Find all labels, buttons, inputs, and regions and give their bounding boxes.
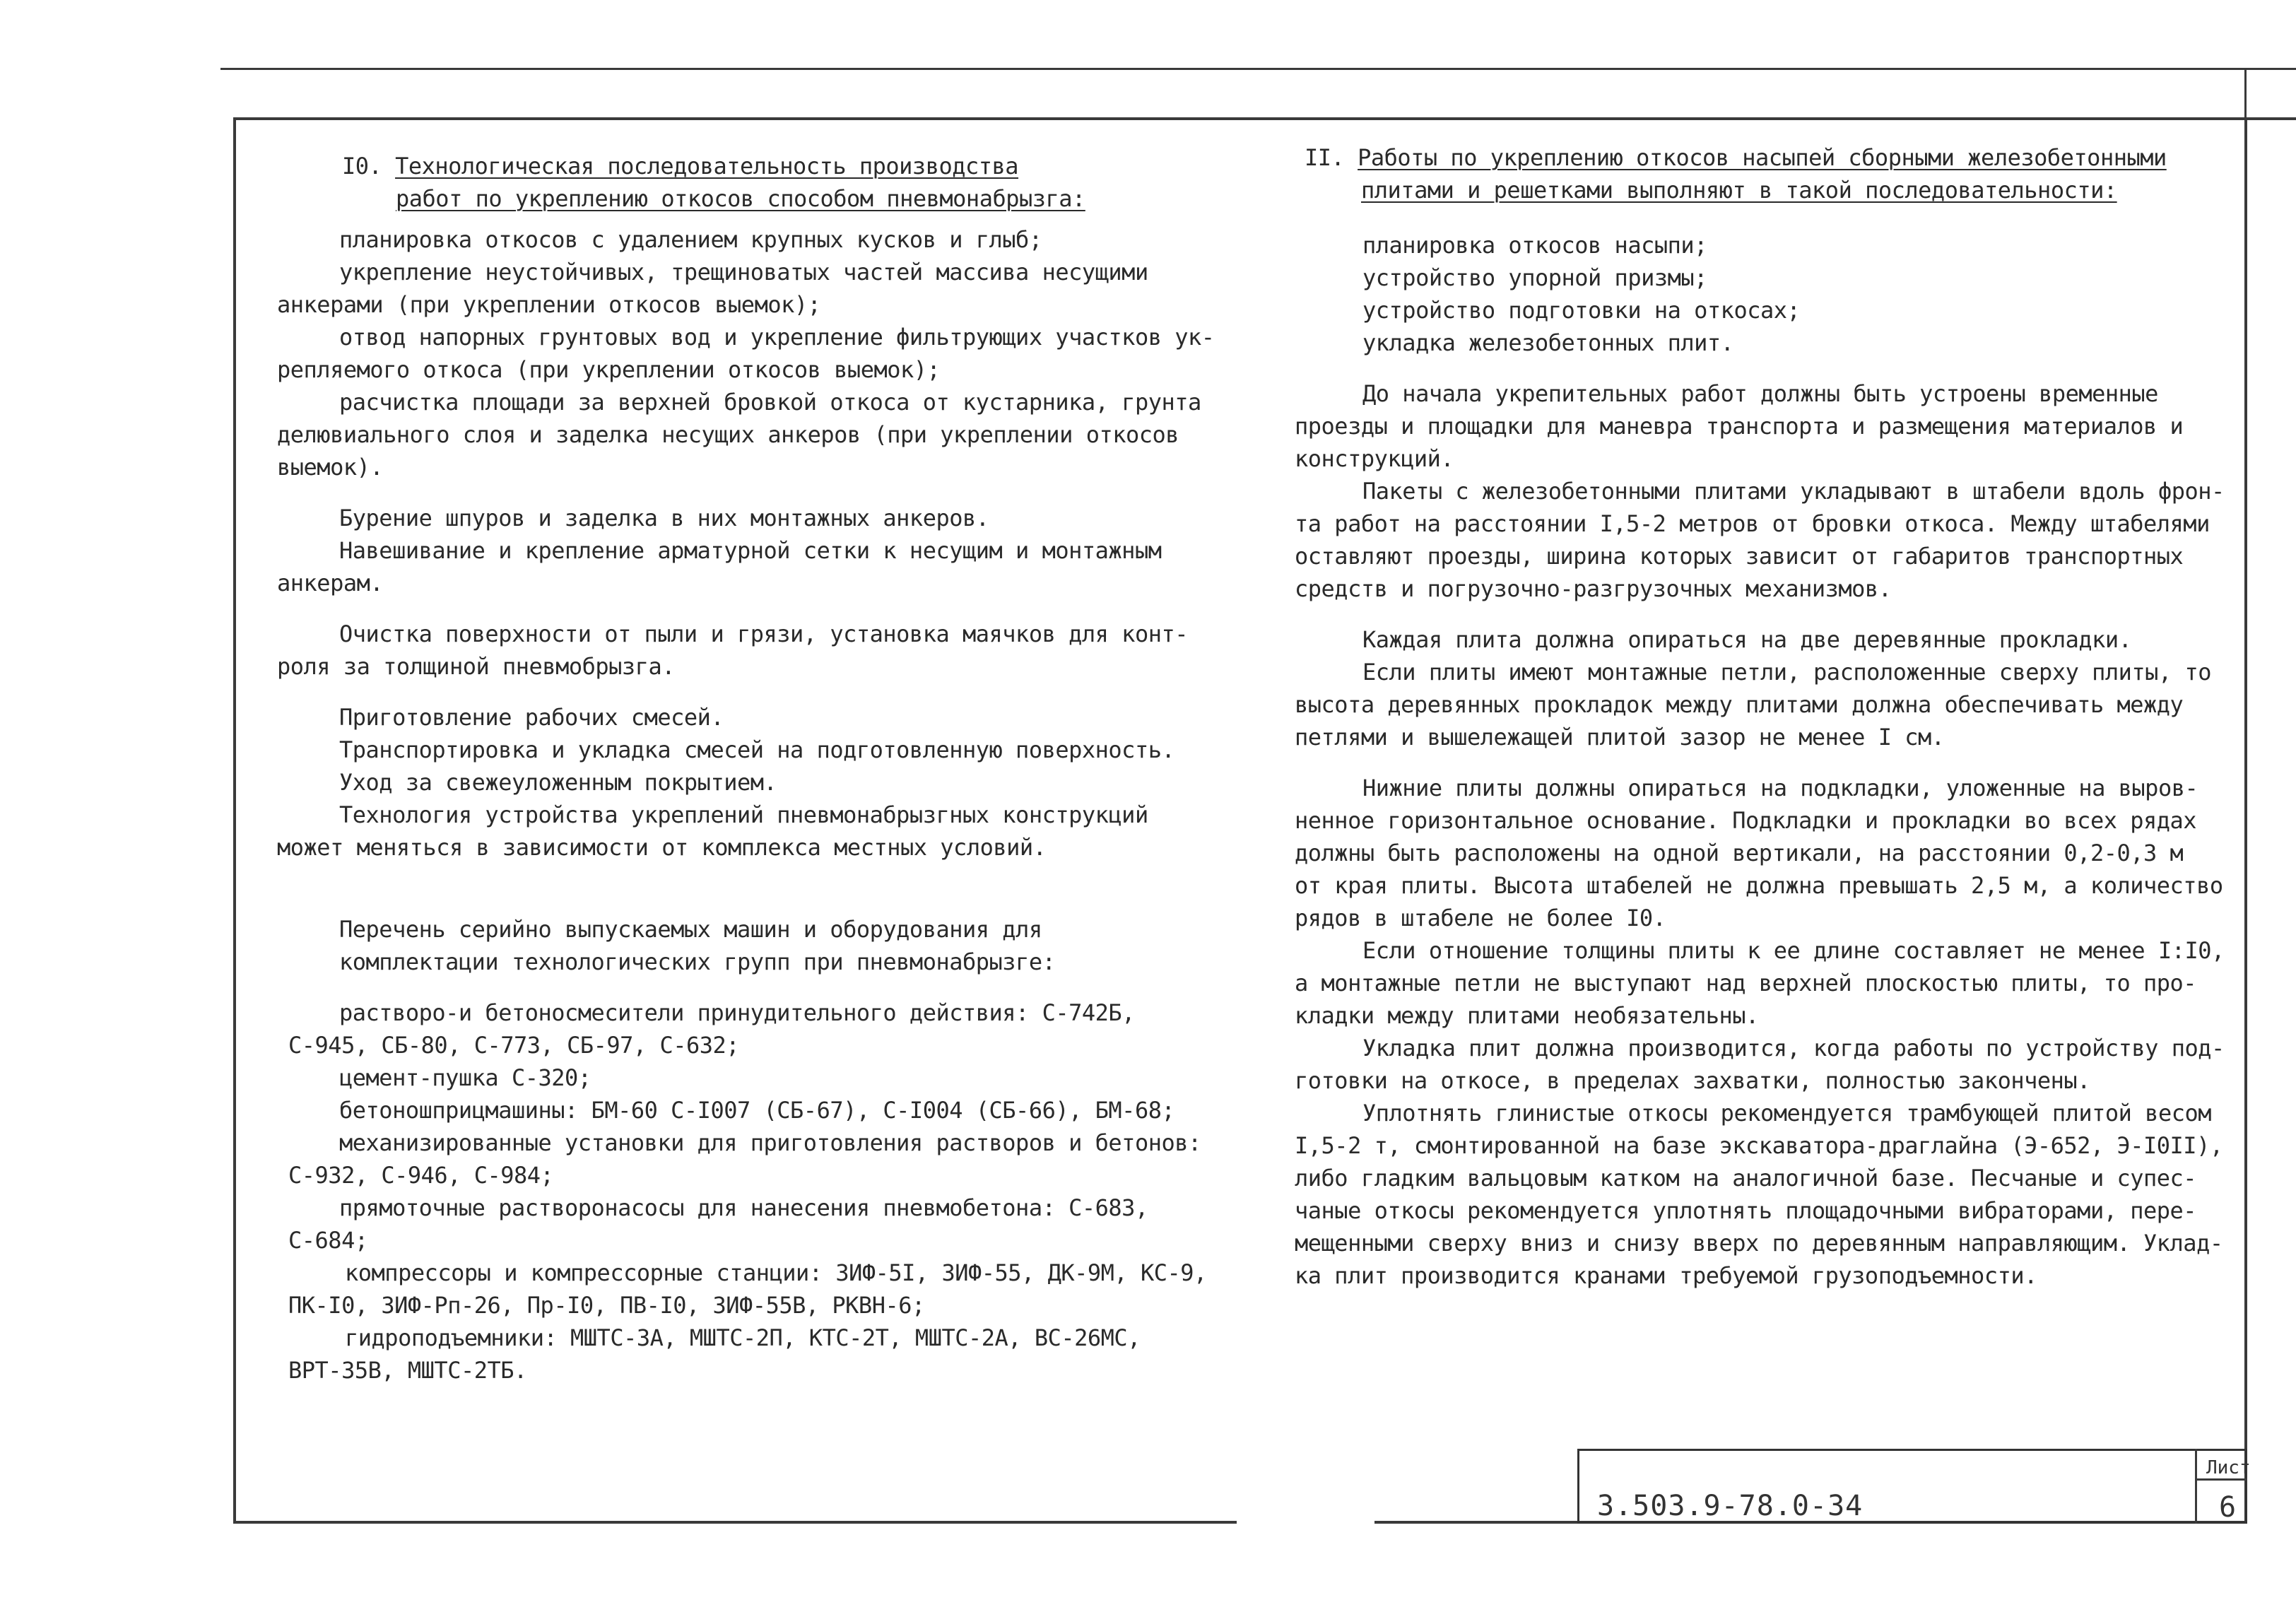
right-text-line: До начала укрепительных работ должны быть устроены временные <box>1362 380 2158 407</box>
left-text-line: делювиального слоя и заделка несущих анкеров (при укреплении откосов <box>277 421 1179 448</box>
left-text-line: анкерами (при укреплении откосов выемок); <box>277 291 821 318</box>
left-text-line: отвод напорных грунтовых вод и укрепление фильтрующих участков ук- <box>339 324 1215 351</box>
equipment-line: цемент-пушка С-320; <box>339 1064 591 1091</box>
left-text-line: выемок). <box>277 454 384 481</box>
right-text-line: петлями и вышележащей плитой зазор не менее I см. <box>1295 724 1945 751</box>
top-rule <box>220 68 2296 70</box>
left-text-line: Бурение шпуров и заделка в них монтажных анкеров. <box>339 505 989 531</box>
frame-bottom-left <box>233 1521 1237 1524</box>
sheet-label-rule <box>2195 1478 2247 1481</box>
right-text-line: Пакеты с железобетонными плитами укладывают в штабели вдоль фрон- <box>1362 478 2225 505</box>
right-text-line: средств и погрузочно-разгрузочных механизмов. <box>1295 575 1892 602</box>
right-text-line: оставляют проезды, ширина которых зависит от габаритов транспортных <box>1295 543 2184 570</box>
equipment-intro-line: Перечень серийно выпускаемых машин и оборудования для <box>339 916 1042 943</box>
frame-top <box>233 117 2296 120</box>
left-text-line: планировка откосов с удалением крупных кусков и глыб; <box>339 226 1042 253</box>
top-right-tick <box>2244 68 2247 117</box>
right-text-line: должны быть расположены на одной вертикали, на расстоянии 0,2-0,3 м <box>1295 840 2184 866</box>
frame-right <box>2244 117 2247 1524</box>
frame-left <box>233 117 236 1524</box>
right-text-line: I,5-2 т, смонтированной на базе экскаватора-драглайна (Э-652, Э-I0II), <box>1295 1132 2223 1159</box>
right-text-line: ка плит производится кранами требуемой грузоподъемности. <box>1295 1262 2037 1289</box>
title-block-divider <box>2195 1449 2197 1524</box>
equipment-line: прямоточные растворонасосы для нанесения пневмобетона: С-683, <box>339 1194 1148 1221</box>
section-10-title-line2: работ по укреплению откосов способом пневмонабрызга: <box>396 185 1085 212</box>
equipment-line: ВРТ-35В, МШТС-2ТБ. <box>288 1357 527 1384</box>
right-text-line: Нижние плиты должны опираться на подкладки, уложенные на выров- <box>1362 775 2198 801</box>
equipment-line: С-684; <box>288 1227 368 1254</box>
right-text-line: мещенными сверху вниз и снизу вверх по деревянным направляющим. Уклад- <box>1295 1230 2223 1257</box>
right-text-line: чаные откосы рекомендуется уплотнять площадочными вибраторами, пере- <box>1295 1197 2197 1224</box>
left-text-line: Приготовление рабочих смесей. <box>339 704 724 731</box>
right-text-line: либо гладким вальцовым катком на аналогичной базе. Песчаные и супес- <box>1295 1165 2197 1192</box>
left-text-line: укрепление неустойчивых, трещиноватых частей массива несущими <box>339 259 1148 286</box>
section-11-number: II. <box>1305 144 1345 171</box>
left-text-line: Навешивание и крепление арматурной сетки к несущим и монтажным <box>339 537 1162 564</box>
right-text-line: Укладка плит должна производится, когда работы по устройству под- <box>1362 1035 2225 1061</box>
equipment-intro-line: комплектации технологических групп при пневмонабрызге: <box>339 948 1056 975</box>
section-11-title-line1: Работы по укреплению откосов насыпей сборными железобетонными <box>1358 144 2167 171</box>
right-list-item: устройство подготовки на откосах; <box>1362 297 1801 324</box>
right-text-line: Уплотнять глинистые откосы рекомендуется трамбующей плитой весом <box>1362 1100 2211 1127</box>
right-text-line: Если плиты имеют монтажные петли, расположенные сверху плиты, то <box>1362 659 2211 686</box>
left-text-line: Очистка поверхности от пыли и грязи, установка маячков для конт- <box>339 620 1188 647</box>
left-text-line: может меняться в зависимости от комплекса местных условий. <box>277 834 1047 861</box>
left-text-line: расчистка площади за верхней бровкой откоса от кустарника, грунта <box>339 389 1201 416</box>
right-list-item: устройство упорной призмы; <box>1362 264 1707 291</box>
left-text-line: репляемого откоса (при укреплении откосов выемок); <box>277 356 941 383</box>
equipment-line: гидроподъемники: МШТС-3А, МШТС-2П, КТС-2Т, МШТС-2А, ВС-26МС, <box>345 1324 1141 1351</box>
right-text-line: рядов в штабеле не более I0. <box>1295 905 1666 931</box>
left-column <box>277 150 1238 1387</box>
equipment-line: механизированные установки для приготовления растворов и бетонов: <box>339 1129 1201 1156</box>
right-list-item: укладка железобетонных плит. <box>1362 329 1734 356</box>
equipment-line: бетоношприцмашины: БМ-60 С-I007 (СБ-67), С-I004 (СБ-66), БМ-68; <box>339 1097 1175 1124</box>
section-11-heading <box>1295 141 2235 206</box>
section-10-number: I0. <box>342 153 382 180</box>
right-text-line: кладки между плитами необязательны. <box>1295 1002 1759 1029</box>
section-10-heading <box>277 150 1238 215</box>
equipment-line: С-932, С-946, С-984; <box>288 1162 554 1189</box>
left-text-line: Транспортировка и укладка смесей на подготовленную поверхность. <box>339 736 1175 763</box>
right-text-line: от края плиты. Высота штабелей не должна превышать 2,5 м, а количество <box>1295 872 2223 899</box>
equipment-line: растворо-и бетоносмесители принудительного действия: С-742Б, <box>339 999 1135 1026</box>
right-text-line: та работ на расстоянии I,5-2 метров от бровки откоса. Между штабелями <box>1295 510 2210 537</box>
right-text-line: высота деревянных прокладок между плитами должна обеспечивать между <box>1295 691 2184 718</box>
sheet-label: Лист <box>2206 1457 2251 1478</box>
left-text-line: Уход за свежеуложенным покрытием. <box>339 769 777 796</box>
section-11-title-line2: плитами и решетками выполняют в такой последовательности: <box>1361 177 2117 204</box>
right-text-line: конструкций. <box>1295 445 1454 472</box>
sheet-number: 6 <box>2219 1491 2237 1524</box>
left-text-line: Технология устройства укреплений пневмонабрызгных конструкций <box>339 801 1148 828</box>
right-column <box>1295 141 2235 1292</box>
left-text-line: роля за толщиной пневмобрызга. <box>277 653 675 680</box>
right-text-line: Каждая плита должна опираться на две деревянные прокладки. <box>1362 626 2132 653</box>
equipment-line: С-945, СБ-80, С-773, СБ-97, С-632; <box>288 1032 740 1059</box>
section-10-title-line1: Технологическая последовательность производства <box>395 153 1019 180</box>
left-text-line: анкерам. <box>277 570 384 596</box>
document-code: 3.503.9-78.0-34 <box>1597 1490 1864 1522</box>
right-text-line: Если отношение толщины плиты к ее длине составляет не менее I:I0, <box>1362 937 2225 964</box>
equipment-line: компрессоры и компрессорные станции: ЗИФ-5I, ЗИФ-55, ДК-9М, КС-9, <box>345 1259 1207 1286</box>
right-list-item: планировка откосов насыпи; <box>1362 232 1707 259</box>
right-text-line: готовки на откосе, в пределах захватки, полностью закончены. <box>1295 1067 2090 1094</box>
right-text-line: проезды и площадки для маневра транспорта и размещения материалов и <box>1295 413 2184 440</box>
right-text-line: а монтажные петли не выступают над верхней плоскостью плиты, то про- <box>1295 970 2197 996</box>
right-text-line: ненное горизонтальное основание. Подкладки и прокладки во всех рядах <box>1295 807 2197 834</box>
equipment-line: ПК-I0, ЗИФ-Рп-26, Пр-I0, ПВ-I0, ЗИФ-55В, РКВН-6; <box>288 1292 925 1319</box>
